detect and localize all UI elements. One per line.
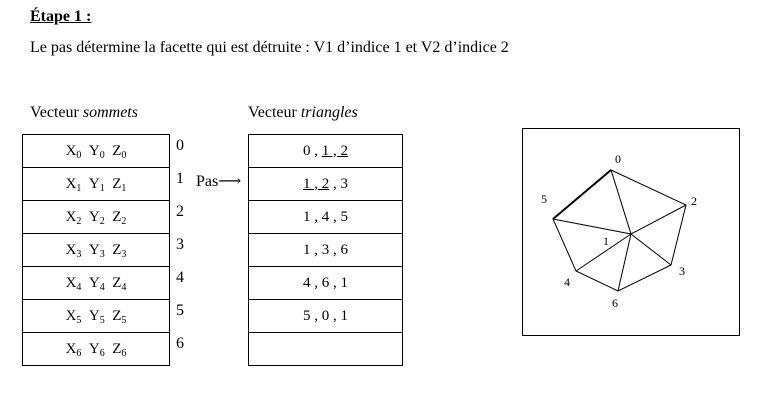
triangles-cell [249, 333, 403, 366]
triangles-cell [249, 135, 403, 168]
coord-x-subscript: 6 [76, 347, 82, 359]
sommet-index: 3 [176, 236, 184, 253]
coord-y: Y [88, 208, 100, 225]
sommets-row [23, 234, 170, 267]
triangle-indices: 1 , 3 , 6 [303, 241, 348, 258]
sommets-caption-prefix: Vecteur [30, 104, 83, 121]
coord-y-subscript: 4 [99, 281, 105, 293]
step-description: Le pas détermine la facette qui est détruite : V1 d’indice 1 et V2 d’indice 2 [30, 39, 509, 56]
triangle-indices: 5 , 0 , 1 [303, 307, 348, 324]
triangle-indices: 1 , 4 , 5 [303, 208, 348, 225]
triangles-row [249, 234, 403, 267]
coord-y: Y [88, 340, 100, 357]
sommets-caption-italic: sommets [82, 104, 138, 121]
coord-x: X [65, 208, 77, 225]
coord-x: X [65, 175, 77, 192]
step-title: Étape 1 : [30, 8, 92, 25]
sommets-row [23, 135, 170, 168]
triangles-cell [249, 234, 403, 267]
coord-y: Y [88, 142, 100, 159]
mesh-edge-5-0 [553, 170, 611, 219]
coord-z: Z [112, 175, 122, 192]
coord-y-subscript: 5 [99, 314, 105, 326]
mesh-diagram-svg [523, 129, 741, 337]
vertex-label-1: 1 [603, 234, 609, 248]
mesh-spoke-5 [553, 219, 631, 234]
sommet-index: 4 [176, 269, 184, 286]
coord-z-subscript: 4 [121, 281, 127, 293]
mesh-spoke-6 [618, 234, 631, 291]
triangles-row [249, 135, 403, 168]
coord-z-subscript: 0 [121, 149, 127, 161]
sommets-cell [23, 267, 170, 300]
triangle-indices-underlined: 1 , 2 [321, 142, 348, 159]
pas-pointer-label: Pas⟶ [196, 173, 242, 190]
triangles-cell [249, 267, 403, 300]
triangles-table [248, 134, 403, 366]
triangles-cell [249, 168, 403, 201]
coord-z: Z [112, 208, 122, 225]
triangles-cell [249, 201, 403, 234]
sommet-index: 0 [176, 137, 184, 154]
triangles-row [249, 201, 403, 234]
mesh-spoke-2 [631, 205, 686, 234]
coord-y: Y [88, 241, 100, 258]
coord-z-subscript: 6 [121, 347, 127, 359]
sommets-cell [23, 135, 170, 168]
coord-x: X [65, 142, 77, 159]
triangles-row [249, 333, 403, 366]
coord-z-subscript: 5 [121, 314, 127, 326]
sommets-row [23, 333, 170, 366]
coord-x-subscript: 3 [76, 248, 82, 260]
triangles-caption-prefix: Vecteur [248, 104, 301, 121]
sommets-caption [30, 104, 138, 122]
triangles-caption-italic: triangles [300, 104, 358, 121]
coord-x: X [65, 241, 77, 258]
coord-x-subscript: 2 [76, 215, 82, 227]
sommets-cell [23, 333, 170, 366]
coord-x: X [65, 340, 77, 357]
vertex-label-6: 6 [612, 296, 618, 310]
triangles-caption [248, 104, 358, 122]
vertex-label-3: 3 [679, 264, 685, 278]
coord-z: Z [112, 274, 122, 291]
sommet-index: 6 [176, 335, 184, 352]
vertex-label-0: 0 [615, 152, 621, 166]
coord-y: Y [88, 307, 100, 324]
coord-y-subscript: 6 [99, 347, 105, 359]
coord-z: Z [112, 142, 122, 159]
sommet-index: 1 [176, 170, 184, 187]
coord-z: Z [112, 340, 122, 357]
coord-x-subscript: 1 [76, 182, 82, 194]
triangle-indices: 0 , [303, 142, 322, 159]
coord-y-subscript: 3 [99, 248, 105, 260]
vertex-label-4: 4 [564, 275, 570, 289]
coord-y-subscript: 0 [99, 149, 105, 161]
vertex-label-2: 2 [691, 194, 697, 208]
coord-y-subscript: 2 [99, 215, 105, 227]
sommets-row [23, 300, 170, 333]
coord-z: Z [112, 241, 122, 258]
triangle-indices-tail: , 3 [329, 175, 348, 192]
sommets-row [23, 201, 170, 234]
sommet-index: 5 [176, 302, 184, 319]
sommets-cell [23, 201, 170, 234]
coord-x-subscript: 5 [76, 314, 82, 326]
sommet-index: 2 [176, 203, 184, 220]
coord-z: Z [112, 307, 122, 324]
triangles-row [249, 267, 403, 300]
sommets-table [22, 134, 170, 366]
coord-x-subscript: 0 [76, 149, 82, 161]
coord-x: X [65, 274, 77, 291]
triangles-row [249, 300, 403, 333]
sommets-cell [23, 168, 170, 201]
coord-x: X [65, 307, 77, 324]
sommets-row [23, 168, 170, 201]
mesh-spoke-0 [611, 170, 631, 234]
sommets-row [23, 267, 170, 300]
mesh-diagram [522, 128, 740, 336]
vertex-label-5: 5 [541, 192, 547, 206]
coord-y: Y [88, 274, 100, 291]
sommets-cell [23, 300, 170, 333]
sommets-cell [23, 234, 170, 267]
coord-z-subscript: 2 [121, 215, 127, 227]
coord-y: Y [88, 175, 100, 192]
coord-z-subscript: 1 [121, 182, 127, 194]
triangles-row [249, 168, 403, 201]
coord-x-subscript: 4 [76, 281, 82, 293]
triangle-indices: 4 , 6 , 1 [303, 274, 348, 291]
mesh-spoke-3 [631, 234, 671, 265]
coord-z-subscript: 3 [121, 248, 127, 260]
mesh-outline [553, 170, 686, 291]
triangle-indices-underlined: 1 , 2 [303, 175, 330, 192]
coord-y-subscript: 1 [99, 182, 105, 194]
triangles-cell [249, 300, 403, 333]
